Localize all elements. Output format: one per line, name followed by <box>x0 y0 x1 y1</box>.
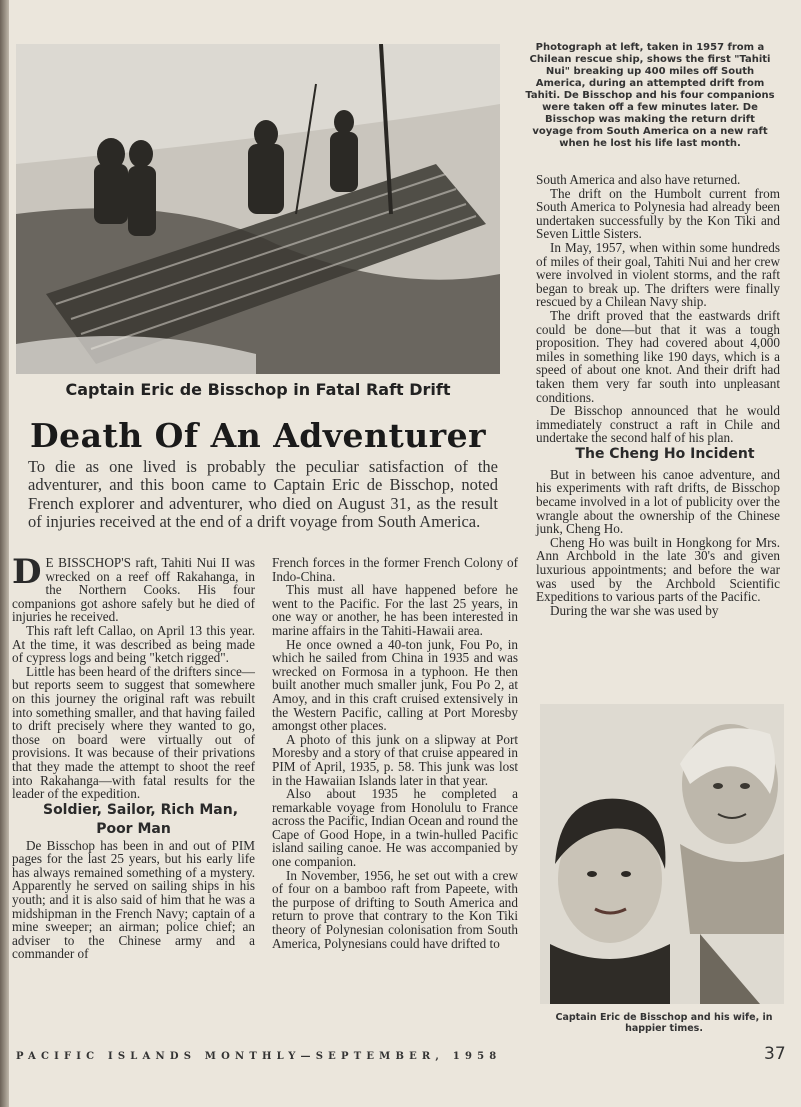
paragraph: French forces in the former French Colony of Indo-China. <box>272 555 518 584</box>
paragraph: This must all have happened before he went to the Pacific. For the last 25 years, in one way or another, he has been interested in marine affairs in the Tahiti-Hawaii area. <box>272 582 518 638</box>
paragraph: In November, 1956, he set out with a crew of four on a bamboo raft from Papeete, with the purpose of drifting to South America and return to prove that contrary to the Kon Tiki theory of Polynesian colonisation from South America, Polynesians could have drifted to <box>272 867 518 951</box>
paragraph: In May, 1957, when within some hundreds of miles of their goal, Tahiti Nui and her crew were involved in violent storms, and the raft began to break up. The drifters were finally rescued by a Chilean Navy ship. <box>536 239 780 310</box>
paragraph: The drift on the Humbolt current from South America to Polynesia had already been undertaken successfully by the Kon Tiki and Seven Little Sisters. <box>536 185 780 242</box>
paragraph: Little has been heard of the drifters since—but reports seem to suggest that somewhere on this journey the original raft was rebuilt into something smaller, and that having failed to drift precisely where they wanted to go, those on board were virtually out of provisions. It was because of their privations that they made the attempt to shoot the reef into Rakahanga—with fatal results for the leader of the expedition. <box>12 663 255 802</box>
intro-paragraph: To die as one lived is probably the peculiar satisfaction of the adventurer, and this boon came to Captain Eric de Bisschop, noted French explorer and adventurer, who died on August 31, as the result of injuries received at the end of a drift voyage from South America. <box>28 457 498 531</box>
photo-caption: Photograph at left, taken in 1957 from a Chilean rescue ship, shows the first "Tahiti Nui" breaking up 400 miles off South America, during an attempted drift from Tahiti. De Bisschop and his four companions were taken off a few minutes later. De Bisschop was making the return drift voyage from South America on a new raft when he lost his life last month. <box>525 42 775 149</box>
portrait-photo <box>540 704 784 1004</box>
footer-publication-line: PACIFIC ISLANDS MONTHLY—SEPTEMBER, 1958 <box>16 1051 502 1062</box>
page-spine-shadow <box>0 0 9 1107</box>
raft-photo-illustration <box>16 44 500 374</box>
portrait-illustration <box>540 704 784 1004</box>
portrait-caption: Captain Eric de Bisschop and his wife, in happier times. <box>555 1012 773 1034</box>
raft-photo <box>16 44 500 374</box>
paragraph: South America and also have returned. <box>536 172 741 187</box>
article-column-1 <box>12 552 255 962</box>
paragraph: He once owned a 40-ton junk, Fou Po, in which he sailed from China in 1935 and was wrecked on Formosa in a typhoon. He then built another much smaller junk, Fou Po 2, at Amoy, and in this craft cruised extensively in the Western Pacific, calling at Port Moresby amongst other places. <box>272 636 518 734</box>
paragraph: Also about 1935 he completed a remarkable voyage from Honolulu to France across the Pacific, Indian Ocean and round the Cape of Good Hope, in a twin-hulled Pacific island sailing canoe. He was accompanied by one companion. <box>272 786 518 870</box>
lead-paragraph <box>12 552 255 625</box>
headline: Death Of An Adventurer <box>29 416 487 455</box>
photo-title: Captain Eric de Bisschop in Fatal Raft Drift <box>65 380 451 399</box>
subheading: The Cheng Ho Incident <box>575 445 755 462</box>
paragraph: De Bisschop has been in and out of PIM pages for the last 25 years, but his early life has always remained something of a mystery. Apparently he served on sailing ships in his youth; and it is also said of him that he was a midshipman in the French Navy; captain of a mine sweeper; an airman; police chief; an adviser to the Chinese army and a commander of <box>12 837 255 962</box>
drop-cap: D <box>12 552 42 592</box>
page-number: 37 <box>764 1044 786 1064</box>
paragraph: During the war she was used by <box>550 602 719 618</box>
paragraph: This raft left Callao, on April 13 this year. At the time, it was described as being made of cypress logs and being "ketch rigged". <box>12 622 255 666</box>
paragraph: The drift proved that the eastwards drift could be done—but that it was a tough proposition. They had covered about 4,000 miles in something like 190 days, which is a speed of about one knot. And their drift had taken them very far south into unpleasant conditions. <box>536 307 780 405</box>
subheading: Soldier, Sailor, Rich Man, Poor Man <box>42 801 239 837</box>
paragraph: Cheng Ho was built in Hongkong for Mrs. Ann Archbold in the late 30's and given luxurious appointments; and before the war was used by the Archbold Scientific Expeditions to various parts of the Pacific. <box>536 534 780 605</box>
article-column-3 <box>536 173 780 617</box>
lead-text: E BISSCHOP'S raft, Tahiti Nui II was wrecked on a reef off Rakahanga, in the Northern Cooks. His four companions got ashore safely but he died of injuries he received. <box>12 555 255 625</box>
paragraph: But in between his canoe adventure, and his experiments with raft drifts, de Bisschop became involved in a lot of publicity over the wrangle about the ownership of the Chinese junk, Cheng Ho. <box>536 466 780 537</box>
article-column-2 <box>272 556 518 950</box>
paragraph: A photo of this junk on a slipway at Port Moresby and a story of that cruise appeared in PIM of April, 1935, p. 58. This junk was lost in the Hawaiian Islands later in that year. <box>272 731 518 788</box>
paragraph: De Bisschop announced that he would immediately construct a raft in Chile and undertake the second half of his plan. <box>536 403 780 446</box>
